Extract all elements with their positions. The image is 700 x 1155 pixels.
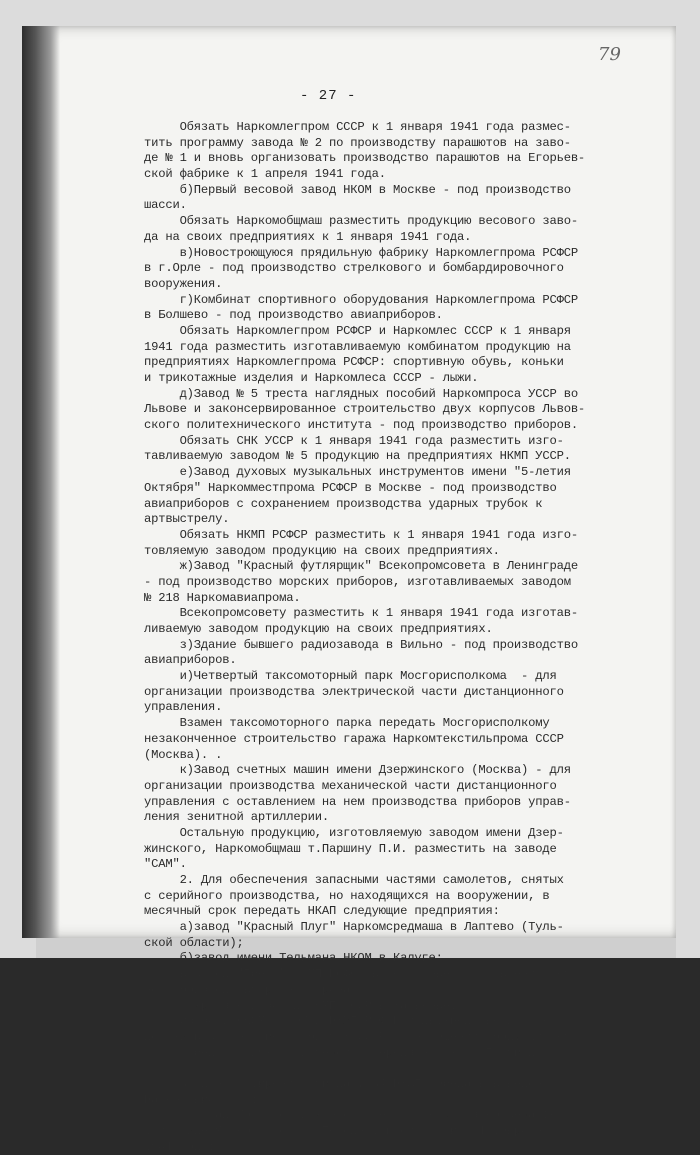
text-line: г)Комбинат спортивного оборудования Наркомлегпрома РСФСР — [144, 292, 578, 307]
text-line: Взамен таксомоторного парка передать Мосгорисполкому — [144, 716, 550, 731]
text-line: месячный срок передать НКАП следующие предприятия: — [144, 904, 500, 919]
text-line: Обязать Наркомобщмаш разместить продукцию весового заво- — [144, 214, 578, 229]
text-line: управления с оставлением на нем производства приборов управ- — [144, 794, 571, 809]
text-line: Обязать Наркомлегпром СССР к 1 января 1941 года размес- — [144, 120, 571, 134]
text-line: доложить Экономсовету при СНК СССР о размещении продукции на — [144, 1029, 571, 1044]
text-line: Обязать НКМП РСФСР разместить к 1 января 1941 года изго- — [144, 527, 578, 542]
text-line: предприятиях Наркомлегпрома РСФСР: спортивную обувь, коньки — [144, 355, 564, 370]
text-line: з)Здание бывшего радиозавода в Вильно - под производство — [144, 637, 578, 652]
text-line: Обязать СНК УССР к 1 января 1941 года разместить изго- — [144, 433, 564, 448]
text-line: 3. Для расширения завода № 34 НКАП передать в ведение — [144, 1076, 557, 1091]
text-line: б)завод имени Тельмана НКОМ в Калуге; — [144, 951, 443, 966]
text-line: артвыстрелу. — [144, 512, 230, 527]
text-line: Львове и законсервированное строительство двух корпусов Львов- — [144, 402, 586, 417]
text-line: ского политехнического института - под производство приборов. — [144, 418, 578, 433]
text-line: незаконченное строительство гаража Наркомтекстильпрома СССР — [144, 731, 564, 746]
text-line: ской фабрике к 1 апреля 1941 года. — [144, 167, 386, 182]
text-line: б)Первый весовой завод НКОМ в Москве - под производство — [144, 182, 571, 197]
text-line: ления зенитной артиллерии. — [144, 810, 329, 825]
text-line: е)Завод духовых музыкальных инструментов имени "5-летия — [144, 465, 571, 480]
text-line: тавливаемую заводом № 5 продукцию на предприятиях НКМП УССР. — [144, 449, 571, 464]
text-line: ской области); — [144, 935, 244, 950]
text-line: Обязать Наркомлегпром РСФСР и Наркомлес СССР к 1 января — [144, 323, 571, 338]
text-line: 1941 года разместить изготавливаемую комбинатом продукцию на — [144, 339, 571, 354]
text-line: "САМ". — [144, 857, 187, 872]
text-line: (Москва). . — [144, 747, 223, 762]
text-line: к)Завод счетных машин имени Дзержинского (Москва) - для — [144, 763, 571, 778]
text-line: в Болшево - под производство авиаприборов. — [144, 308, 443, 323]
text-line: авиаприборов с сохранением производства ударных трубок к — [144, 496, 543, 511]
text-line: с серийного производства, но находящихся на вооружении, в — [144, 888, 550, 903]
text-line: и)Четвертый таксомоторный парк Мосгорисполкома - для — [144, 669, 557, 684]
typewritten-body — [144, 120, 644, 1155]
text-line: Всекопромсовету разместить к 1 января 1941 года изготав- — [144, 606, 578, 621]
text-line: а)склад Московской конторы Сельхозснаба Наркомзема (на — [144, 1108, 564, 1123]
text-line: в)завод "Пресс" НКМП РСФСР в Серпухове с оставлением на — [144, 967, 571, 982]
text-line: и трикотажные изделия и Наркомлеса СССР - лыжи. — [144, 371, 479, 385]
text-line: своих предприятиях, снимаемой с передаваемых НКАП заводов. — [144, 1045, 557, 1060]
text-line: Наркомавиапрома: — [144, 1092, 258, 1107]
text-line: организации производства механической части дистанционного — [144, 778, 557, 793]
page-number: - 27 - — [300, 88, 357, 104]
text-line: нем производства ручных гранат; — [144, 982, 365, 997]
text-line: - под производство морских приборов, изготавливаемых заводом — [144, 574, 571, 589]
handwritten-folio-number: 79 — [598, 44, 621, 65]
text-line: де № 1 и вновь организовать производство парашютов на Егорьев- — [144, 151, 586, 166]
text-line: 1941 года; — [144, 1139, 216, 1154]
text-line: жинского, Наркомобщмаш т.Паршину П.И. разместить на заводе — [144, 841, 557, 856]
text-line: товляемую заводом продукцию на своих предприятиях. — [144, 543, 500, 558]
text-line: Остальную продукцию, изготовляемую заводом имени Дзер- — [144, 825, 564, 840]
text-line: в г.Орле - под производство стрелкового и бомбардировочного — [144, 261, 564, 276]
text-line — [144, 1061, 644, 1077]
text-line: Октября" Наркомместпрома РСФСР в Москве - под производство — [144, 480, 557, 495]
text-line: вооружения. — [144, 276, 223, 291]
text-line: авиаприборов. — [144, 653, 237, 668]
text-line: в)Новостроющуюся прядильную фабрику Наркомлегпрома РСФСР — [144, 245, 578, 260]
text-line: а)завод "Красный Плуг" Наркомсредмаша в Лаптево (Туль- — [144, 920, 564, 935]
text-line: 1-й улице Ямского поля). Передачу произвести к 1 февраля — [144, 1124, 543, 1138]
text-line: ж)Завод "Красный футлярщик" Всекопромсовета в Ленинграде — [144, 559, 578, 574]
text-line: 2. Для обеспечения запасными частями самолетов, снятых — [144, 873, 564, 887]
text-line: г)кроватный завод НКМП УССР в Харькове. — [144, 998, 458, 1013]
binding-shadow — [22, 26, 60, 938]
text-line: тить программу завода № 2 по производству парашютов на заво- — [144, 135, 571, 150]
text-line: ливаемую заводом продукцию на своих предприятиях. — [144, 622, 493, 636]
text-line: да на своих предприятиях к 1 января 1941 года. — [144, 229, 472, 244]
text-line: д)Завод № 5 треста наглядных пособий Наркомпроса УССР во — [144, 386, 578, 401]
text-line: шасси. — [144, 198, 187, 213]
text-line: Обязать НКСМ, НКОМ и НКМП РСФСР в двухнедельный срок — [144, 1014, 550, 1029]
text-line: организации производства электрической части дистанционного — [144, 684, 564, 699]
text-line: № 218 Наркомавиапрома. — [144, 590, 301, 605]
text-line: управления. — [144, 700, 223, 715]
